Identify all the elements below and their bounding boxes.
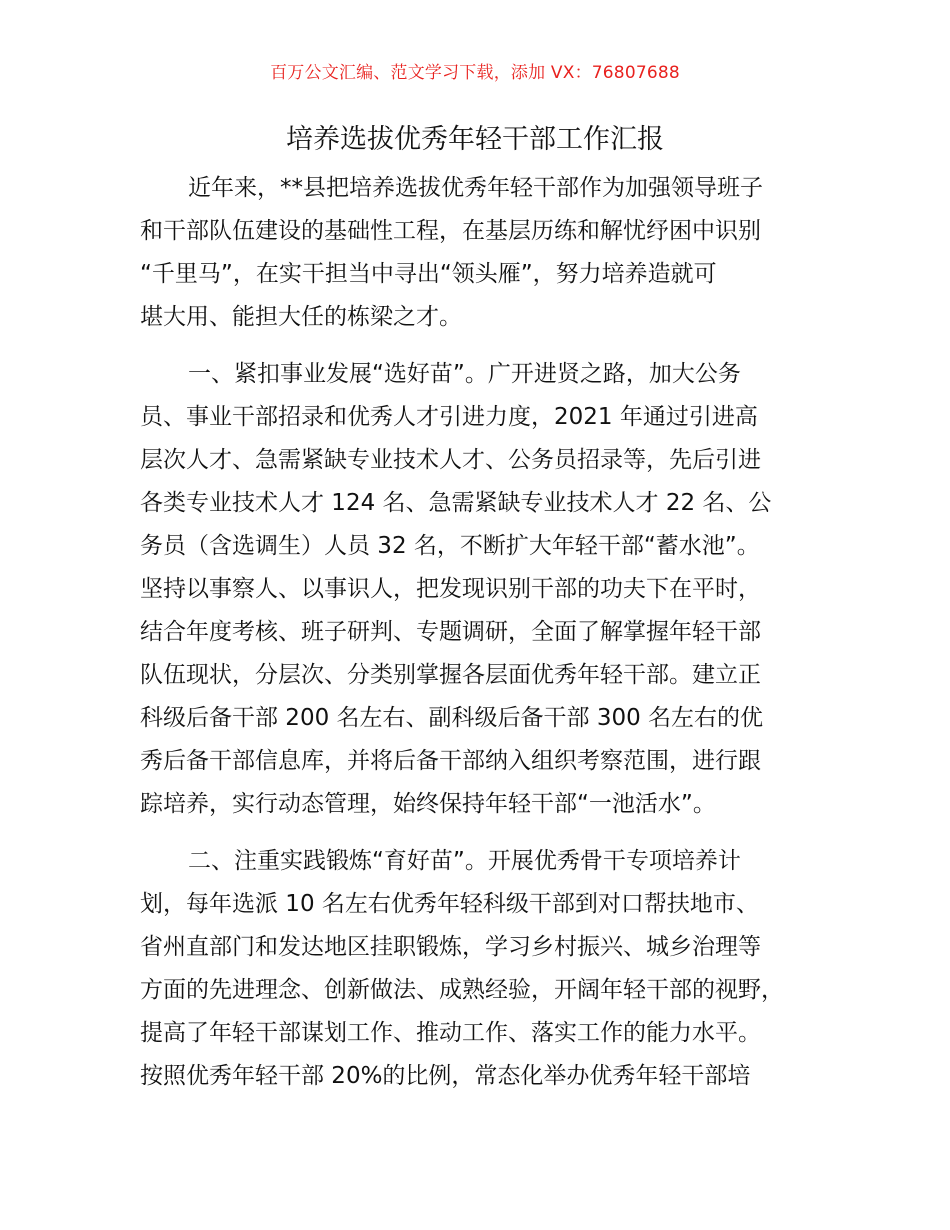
body-line: 各类专业技术人才 124 名、急需紧缺专业技术人才 22 名、公 (140, 490, 772, 516)
body-line: 务员（含选调生）人员 32 名，不断扩大年轻干部“蓄水池”。 (140, 533, 760, 559)
body-line: 和干部队伍建设的基础性工程，在基层历练和解忧纾困中识别 (140, 218, 761, 244)
body-line: 坚持以事察人、以事识人，把发现识别干部的功夫下在平时， (140, 576, 761, 602)
body-line: 队伍现状，分层次、分类别掌握各层面优秀年轻干部。建立正 (140, 662, 761, 688)
body-line: 堪大用、能担大任的栋梁之才。 (140, 304, 462, 330)
body-line: 层次人才、急需紧缺专业技术人才、公务员招录等，先后引进 (140, 447, 761, 473)
download-notice: 百万公文汇编、范文学习下载，添加 VX：76807688 (270, 63, 680, 83)
body-line: 秀后备干部信息库，并将后备干部纳入组织考察范围，进行跟 (140, 748, 761, 774)
body-line: 员、事业干部招录和优秀人才引进力度，2021 年通过引进高 (140, 404, 758, 430)
body-line: 一、紧扣事业发展“选好苗”。广开进贤之路，加大公务 (188, 361, 741, 387)
body-line: 科级后备干部 200 名左右、副科级后备干部 300 名左右的优 (140, 705, 764, 731)
body-line: 提高了年轻干部谋划工作、推动工作、落实工作的能力水平。 (140, 1020, 761, 1046)
body-line: 按照优秀年轻干部 20%的比例，常态化举办优秀年轻干部培 (140, 1063, 751, 1089)
body-line: “千里马”，在实干担当中寻出“领头雁”，努力培养造就可 (140, 261, 717, 287)
document-title: 培养选拔优秀年轻干部工作汇报 (286, 124, 664, 155)
body-line: 省州直部门和发达地区挂职锻炼，学习乡村振兴、城乡治理等 (140, 934, 761, 960)
body-line: 划，每年选派 10 名左右优秀年轻科级干部到对口帮扶地市、 (140, 891, 759, 917)
body-line: 二、注重实践锻炼“育好苗”。开展优秀骨干专项培养计 (188, 848, 741, 874)
body-line: 结合年度考核、班子研判、专题调研，全面了解掌握年轻干部 (140, 619, 761, 645)
body-line: 踪培养，实行动态管理，始终保持年轻干部“一池活水”。 (140, 791, 716, 817)
body-line: 方面的先进理念、创新做法、成熟经验，开阔年轻干部的视野， (140, 977, 784, 1003)
body-line: 近年来，**县把培养选拔优秀年轻干部作为加强领导班子 (188, 175, 763, 201)
